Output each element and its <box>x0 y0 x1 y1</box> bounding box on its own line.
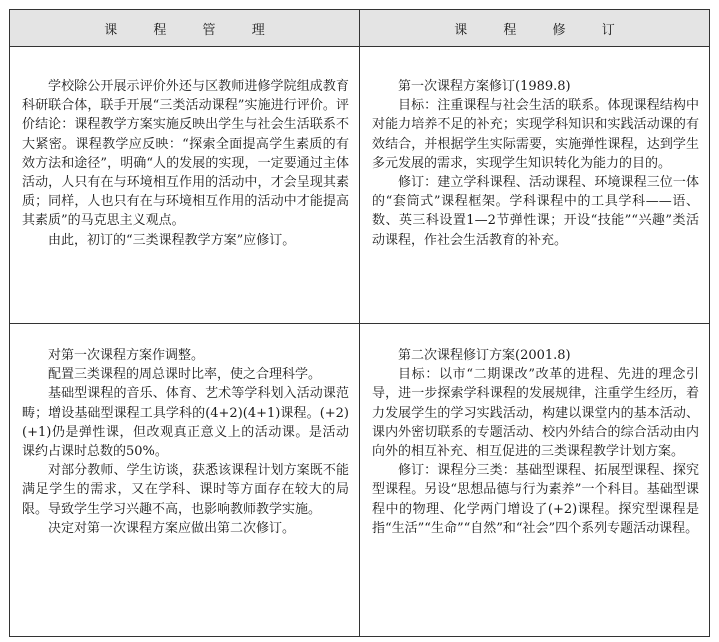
row1-management-cell <box>10 47 360 324</box>
management-paragraph: 配置三类课程的周总课时比率，使之合理科学。 <box>48 367 322 383</box>
revision-paragraph: 修订：建立学科课程、活动课程、环境课程三位一体的“套筒式”课程框架。学科课程中的工具学科——语、数、英三科设置1—2节弹性课；开设“技能”“兴趣”类活动课程，作社会生活教育的补充。 <box>372 175 699 248</box>
header-row <box>10 10 710 47</box>
revision-paragraph: 目标：注重课程与社会生活的联系。体现课程结构中对能力培养不足的补充；实现学科知识和实践活动课的有效结合，并根据学生实际需要，实施弹性课程，达到学生多元发展的需求，实现学生知识转化为能力的目的。 <box>372 98 699 171</box>
table-row <box>10 324 710 637</box>
management-paragraph: 对部分教师、学生访谈，获悉该课程计划方案既不能满足学生的需求，又在学科、课时等方面存在较大的局限。导致学生学习兴趣不高，也影响教师教学实施。 <box>22 463 349 517</box>
row1-revision-cell <box>360 47 710 324</box>
management-paragraph: 学校除公开展示评价外还与区教师进修学院组成教育科研联合体，联手开展“三类活动课程”实施进行评价。评价结论：课程教学方案实施反映出学生与社会生活联系不大紧密。课程教学应反映：“探索全面提高学生素质的有效方法和途径”，明确“人的发展的实现，一定要通过主体活动，人只有在与环境相互作用的活动中，才会呈现其素质；同样，人也只有在与环境相互作用的活动中才能提高其素质”的马克思主义观点。 <box>22 79 349 229</box>
header-curriculum-management: 课 程 管 理 <box>10 10 360 47</box>
row2-revision-cell <box>360 324 710 637</box>
curriculum-table <box>9 9 710 637</box>
row2-management-cell <box>10 324 360 637</box>
management-paragraph: 对第一次课程方案作调整。 <box>48 348 205 363</box>
revision-paragraph: 目标：以市“二期课改”改革的进程、先进的理念引导，进一步探索学科课程的发展规律，注重学生经历，着力发展学生的学习实践活动，构建以课堂内的基本活动、课内外密切联系的专题活动、校内外结合的综合活动由内向外的相互补充、相互促进的三类课程教学计划方案。 <box>372 367 699 460</box>
revision-title: 第二次课程修订方案(2001.8) <box>398 348 571 363</box>
management-paragraph: 由此，初订的“三类课程教学方案”应修订。 <box>48 232 296 248</box>
revision-paragraph: 修订：课程分三类：基础型课程、拓展型课程、探究型课程。另设“思想品德与行为素养”一个科目。基础型课程中的物理、化学两门增设了(+2)课程。探究型课程是指“生活”“生命”“自然”和“社会”四个系列专题活动课程。 <box>372 463 699 536</box>
revision-title: 第一次课程方案修订(1989.8) <box>398 79 571 94</box>
table-row <box>10 47 710 324</box>
management-paragraph: 决定对第一次课程方案应做出第二次修订。 <box>48 520 296 536</box>
management-paragraph: 基础型课程的音乐、体育、艺术等学科划入活动课范畴；增设基础型课程工具学科的(4+2)(4+1)课程。(+2)(+1)仍是弹性课，但改观真正意义上的活动课。是活动课约占课时总数的50%。 <box>22 386 349 460</box>
header-curriculum-revision: 课 程 修 订 <box>360 10 710 47</box>
